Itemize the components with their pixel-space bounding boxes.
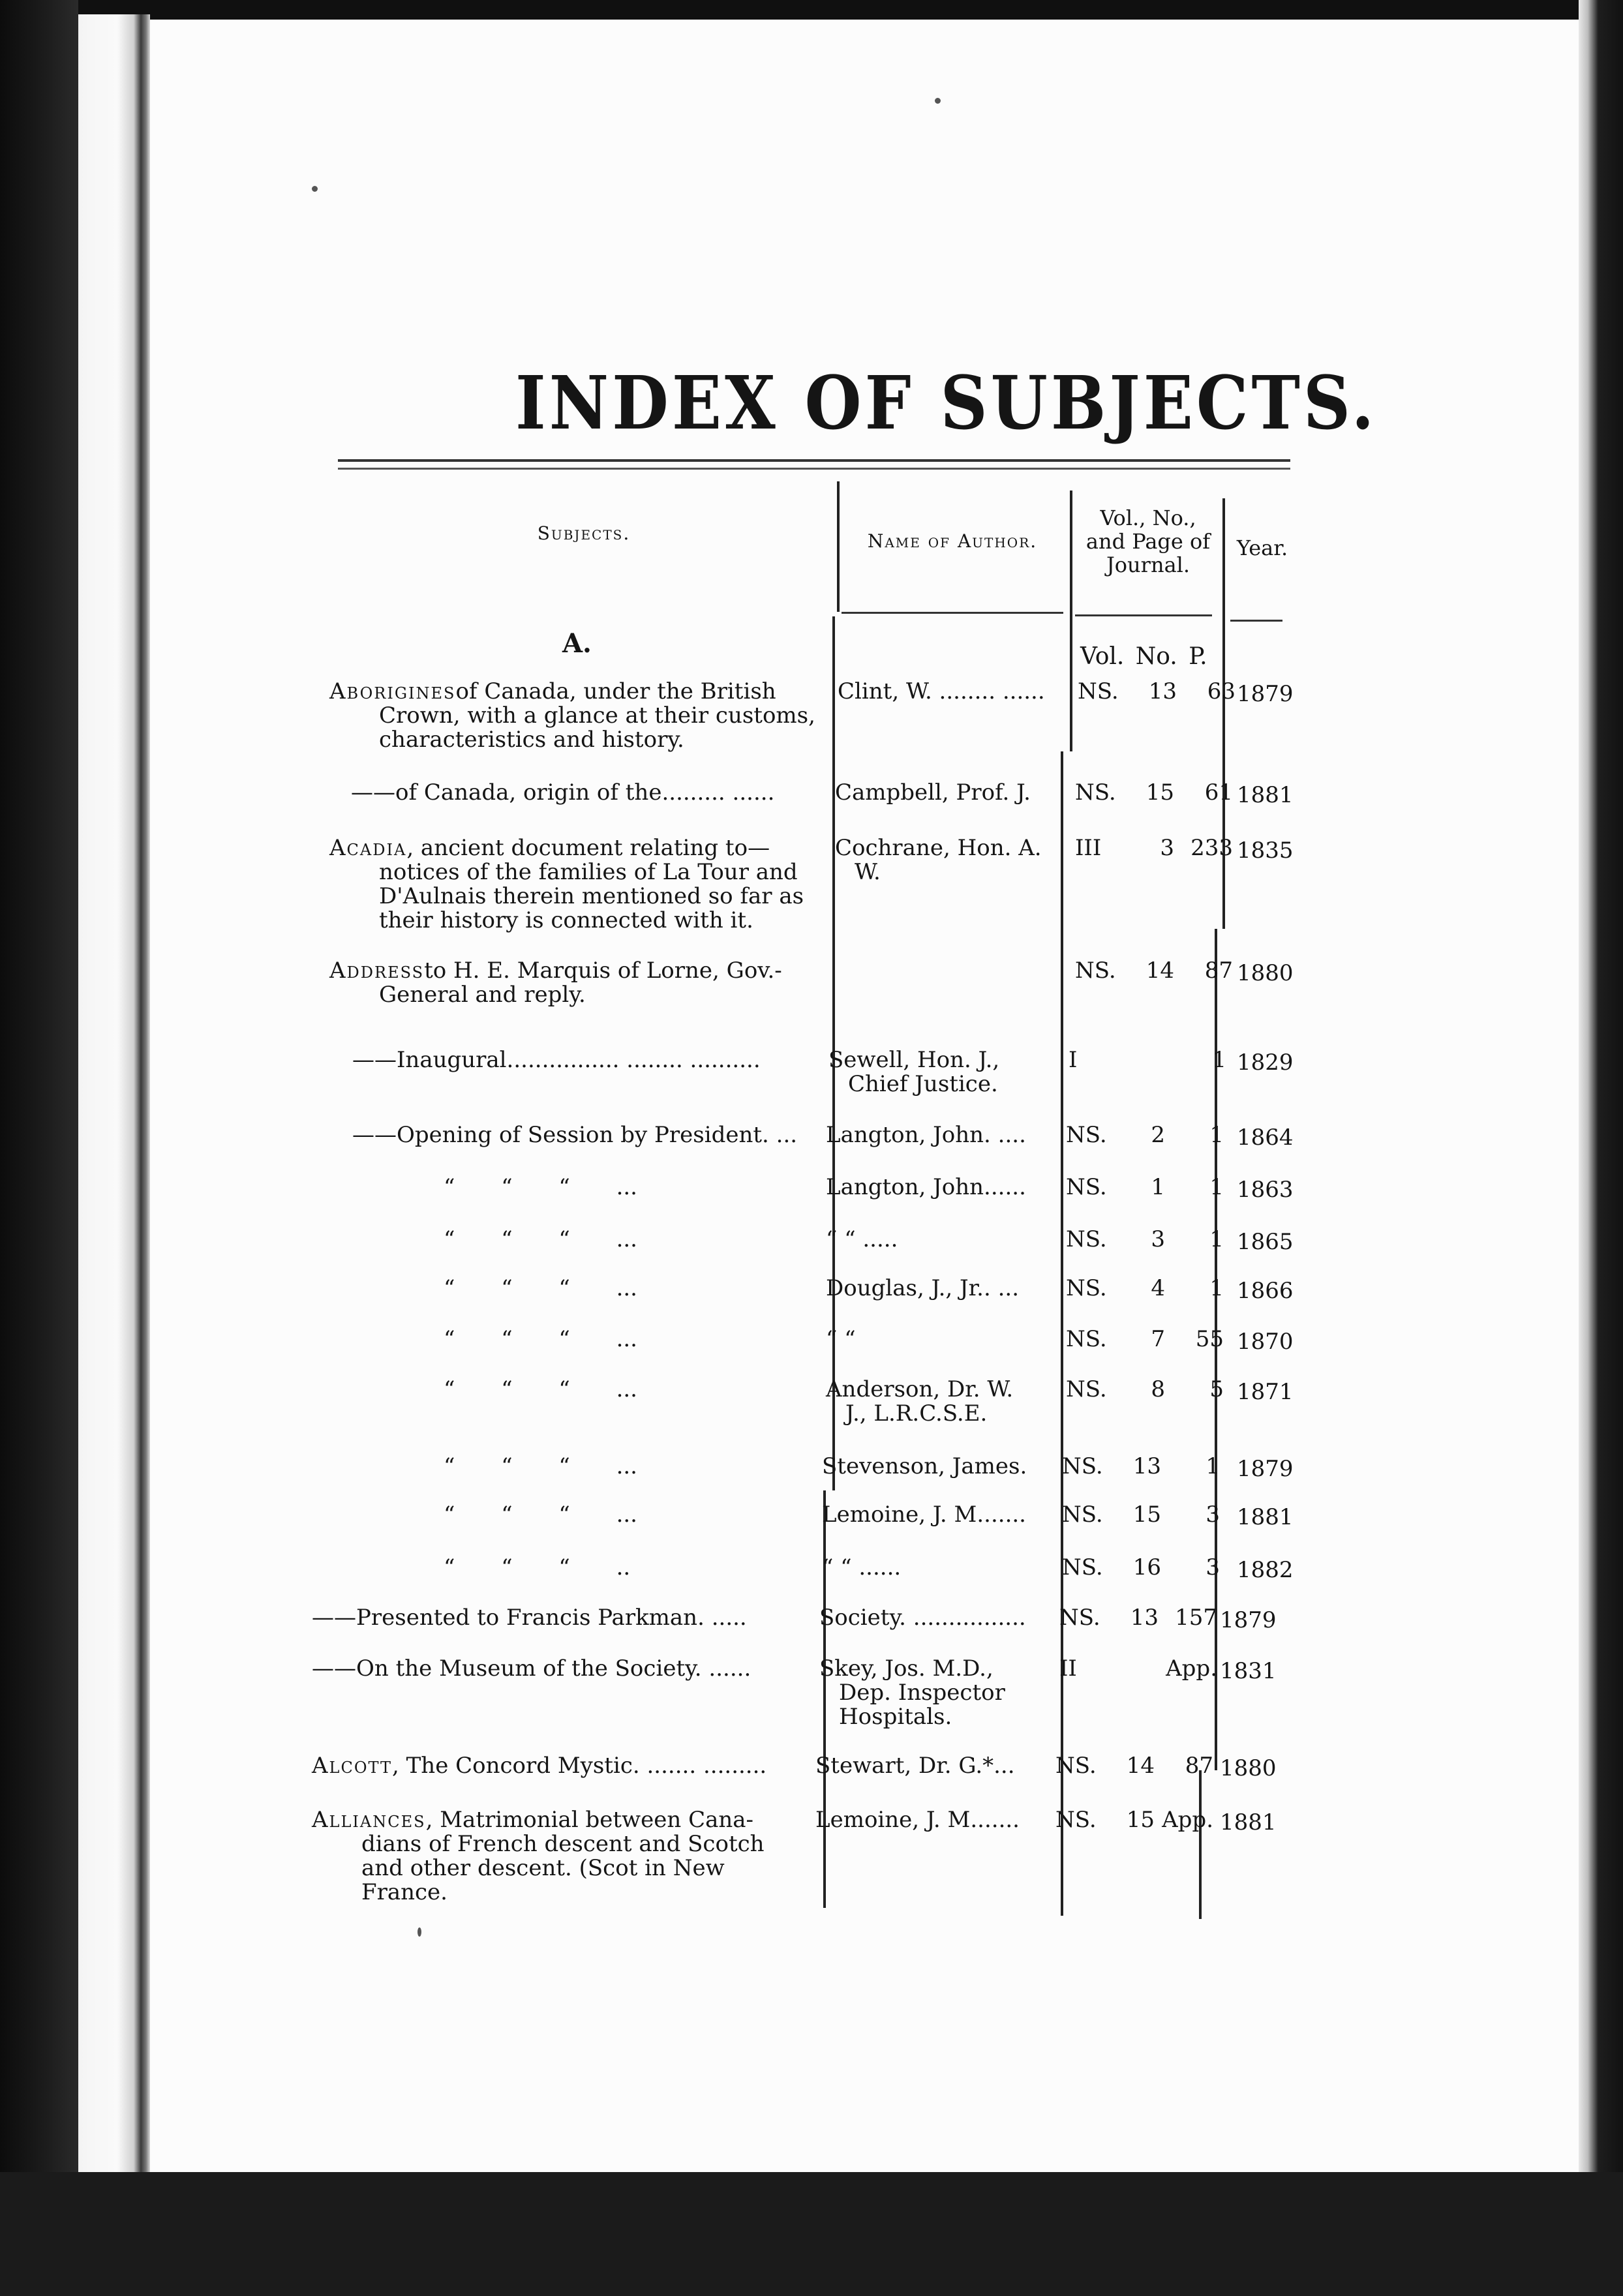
header-year: Year. xyxy=(1236,536,1288,560)
volume: III xyxy=(1075,835,1102,861)
subject-line xyxy=(361,1879,447,1905)
author-name: Anderson, Dr. W. xyxy=(826,1376,1014,1402)
subject-line xyxy=(444,1174,637,1200)
subject-line xyxy=(379,883,804,909)
subject-text: “ “ “ ... xyxy=(444,1326,637,1352)
subject-line xyxy=(312,1605,747,1631)
page-number: App. xyxy=(1166,1655,1217,1682)
author-name: Sewell, Hon. J., xyxy=(828,1047,1000,1073)
number: 15 xyxy=(1145,779,1174,806)
subject-line xyxy=(312,1753,766,1779)
number: 13 xyxy=(1148,678,1177,704)
header-rule-author xyxy=(842,612,1063,614)
book-gutter xyxy=(78,14,150,2193)
author-name: Clint, W. ........ ...... xyxy=(838,678,1045,704)
subject-text: , ancient document relating to— xyxy=(406,835,770,861)
section-letter: A. xyxy=(562,628,592,659)
year: 1881 xyxy=(1237,1504,1294,1530)
volume: NS. xyxy=(1075,779,1116,806)
author-name: Langton, John...... xyxy=(826,1174,1026,1200)
scan-border-top xyxy=(0,0,1623,20)
column-rule-subject-author xyxy=(823,1490,826,1908)
number: 16 xyxy=(1132,1554,1161,1580)
subject-text: “ “ “ ... xyxy=(444,1376,637,1402)
page-title: INDEX OF SUBJECTS. xyxy=(515,359,1378,446)
number: 1 xyxy=(1151,1174,1165,1200)
subject-text: “ “ “ ... xyxy=(444,1226,637,1252)
header-subjects: Subjects. xyxy=(537,522,631,544)
author-name: Society. ................ xyxy=(819,1605,1026,1631)
subject-keyword: Acadia xyxy=(329,835,407,861)
subject-line xyxy=(312,1807,753,1833)
subject-keyword: Address xyxy=(329,958,425,984)
subject-line xyxy=(351,779,774,806)
subject-text: characteristics and history. xyxy=(379,727,684,753)
year: 1879 xyxy=(1220,1607,1277,1633)
year: 1871 xyxy=(1237,1379,1294,1405)
year: 1882 xyxy=(1237,1557,1294,1583)
subject-line xyxy=(379,727,684,753)
subject-keyword: Alliances xyxy=(312,1807,426,1833)
page-number: 1 xyxy=(1206,1453,1220,1479)
page-number: 1 xyxy=(1209,1122,1224,1148)
subject-keyword: Alcott xyxy=(312,1753,392,1779)
subject-line xyxy=(361,1831,765,1857)
subject-text: Crown, with a glance at their customs, xyxy=(379,702,815,729)
year: 1879 xyxy=(1237,1456,1294,1482)
scan-border-left xyxy=(0,0,78,2296)
volume: NS. xyxy=(1062,1502,1103,1528)
subject-text: General and reply. xyxy=(379,982,586,1008)
volume: NS. xyxy=(1066,1226,1107,1252)
paper-speck xyxy=(935,98,941,104)
author-name: Skey, Jos. M.D., xyxy=(819,1655,994,1682)
subject-line xyxy=(444,1453,637,1479)
number: 7 xyxy=(1151,1326,1165,1352)
number: 3 xyxy=(1160,835,1174,861)
author-name: J., L.R.C.S.E. xyxy=(845,1400,988,1427)
author-name: W. xyxy=(855,859,881,885)
subject-text: ——Opening of Session by President. ... xyxy=(352,1122,798,1148)
subject-line xyxy=(379,982,586,1008)
year: 1879 xyxy=(1237,681,1294,707)
number: 15 xyxy=(1132,1502,1161,1528)
subject-text: “ “ “ ... xyxy=(444,1453,637,1479)
header-vol-line1: Vol., No., xyxy=(1100,506,1196,530)
page-number: 87 xyxy=(1204,958,1233,984)
page-number: 61 xyxy=(1204,779,1233,806)
volume: NS. xyxy=(1075,958,1116,984)
page-number: App. xyxy=(1162,1807,1213,1833)
author-name: “ “ ..... xyxy=(826,1226,898,1252)
subject-line xyxy=(444,1275,637,1301)
number: 2 xyxy=(1151,1122,1165,1148)
paper-speck xyxy=(417,1927,421,1937)
subject-text: to H. E. Marquis of Lorne, Gov.- xyxy=(424,958,782,984)
year: 1829 xyxy=(1237,1050,1294,1076)
subject-text: ——of Canada, origin of the......... ...... xyxy=(351,779,775,806)
number: 15 xyxy=(1126,1807,1155,1833)
author-name: Langton, John. .... xyxy=(826,1122,1026,1148)
author-name: Dep. Inspector xyxy=(839,1680,1005,1706)
scan-border-right xyxy=(1579,0,1623,2296)
volume: NS. xyxy=(1062,1453,1103,1479)
author-name: Stewart, Dr. G.*... xyxy=(815,1753,1015,1779)
subject-text: ——On the Museum of the Society. ...... xyxy=(312,1655,751,1682)
subject-line xyxy=(379,702,815,729)
column-rule-vol-year xyxy=(1222,498,1225,929)
volume: NS. xyxy=(1066,1275,1107,1301)
year: 1865 xyxy=(1237,1229,1294,1255)
volume: NS. xyxy=(1066,1376,1107,1402)
subject-text: , Matrimonial between Cana- xyxy=(425,1807,754,1833)
subject-line xyxy=(444,1502,637,1528)
subject-text: ——Inaugural................ ........ .......... xyxy=(352,1047,761,1073)
subject-text: “ “ “ ... xyxy=(444,1174,637,1200)
volume: NS. xyxy=(1055,1807,1097,1833)
number: 14 xyxy=(1126,1753,1155,1779)
scan-border-bottom xyxy=(0,2172,1623,2296)
subject-line xyxy=(444,1376,637,1402)
author-name: “ “ ...... xyxy=(822,1554,902,1580)
page-number: 55 xyxy=(1195,1326,1224,1352)
volume: NS. xyxy=(1078,678,1119,704)
author-name: Campbell, Prof. J. xyxy=(835,779,1031,806)
author-name: Cochrane, Hon. A. xyxy=(835,835,1042,861)
volume: NS. xyxy=(1055,1753,1097,1779)
header-rule-top xyxy=(338,459,1290,462)
author-name: Chief Justice. xyxy=(848,1071,998,1097)
subject-text: “ “ “ ... xyxy=(444,1275,637,1301)
page-number: 3 xyxy=(1206,1554,1220,1580)
page-number: 1 xyxy=(1209,1226,1224,1252)
subject-line xyxy=(312,1655,751,1682)
year: 1881 xyxy=(1220,1809,1277,1835)
column-rule-vol-year xyxy=(1199,1770,1202,1919)
subject-line xyxy=(444,1226,637,1252)
header-rule-top-double xyxy=(338,468,1290,470)
number: 3 xyxy=(1151,1226,1165,1252)
author-name: “ “ xyxy=(826,1326,856,1352)
page-number: 1 xyxy=(1209,1275,1224,1301)
subject-line xyxy=(379,859,798,885)
year: 1863 xyxy=(1237,1177,1294,1203)
paper-speck xyxy=(312,186,318,192)
volume: NS. xyxy=(1062,1554,1103,1580)
volume: NS. xyxy=(1066,1174,1107,1200)
subject-line xyxy=(361,1855,725,1881)
subject-text: D'Aulnais therein mentioned so far as xyxy=(379,883,804,909)
subject-line xyxy=(352,1047,761,1073)
year: 1880 xyxy=(1237,960,1294,986)
number: 13 xyxy=(1132,1453,1161,1479)
volume: NS. xyxy=(1066,1122,1107,1148)
number: 13 xyxy=(1130,1605,1159,1631)
subject-line xyxy=(329,835,770,861)
header-vol-line2: and Page of xyxy=(1085,529,1211,554)
year: 1866 xyxy=(1237,1278,1294,1304)
year: 1831 xyxy=(1220,1658,1277,1684)
year: 1881 xyxy=(1237,782,1294,808)
subject-line xyxy=(444,1554,630,1580)
header-author: Name of Author. xyxy=(867,530,1038,552)
header-rule-vol xyxy=(1075,614,1212,616)
number: 14 xyxy=(1145,958,1174,984)
subject-line xyxy=(329,678,776,704)
volume: NS. xyxy=(1059,1605,1100,1631)
page-number: 1 xyxy=(1212,1047,1226,1073)
author-name: Lemoine, J. M....... xyxy=(822,1502,1026,1528)
subject-text: of Canada, under the British xyxy=(455,678,776,704)
page-number: 233 xyxy=(1191,835,1233,861)
subject-text: and other descent. (Scot in New xyxy=(361,1855,725,1881)
year: 1864 xyxy=(1237,1125,1294,1151)
subject-keyword: Aborigines xyxy=(329,678,456,704)
page-number: 63 xyxy=(1207,678,1236,704)
year: 1880 xyxy=(1220,1755,1277,1781)
header-vol-line3: Journal. xyxy=(1106,552,1191,577)
subject-text: , The Concord Mystic. ....... ......... xyxy=(392,1753,767,1779)
page-number: 3 xyxy=(1206,1502,1220,1528)
header-rule-year xyxy=(1230,620,1282,622)
author-name: Stevenson, James. xyxy=(822,1453,1027,1479)
subject-text: “ “ “ .. xyxy=(444,1554,631,1580)
author-name: Hospitals. xyxy=(839,1704,952,1730)
subject-line xyxy=(352,1122,797,1148)
subject-text: “ “ “ ... xyxy=(444,1502,637,1528)
page-number: 1 xyxy=(1209,1174,1224,1200)
column-rule-author-vol xyxy=(1061,751,1063,1916)
subject-line xyxy=(379,907,753,933)
page-number: 87 xyxy=(1185,1753,1213,1779)
subject-text: France. xyxy=(361,1879,447,1905)
column-rule-subject-author xyxy=(837,481,840,612)
vol-no-page-subheader: Vol. No. P. xyxy=(1080,643,1207,670)
subject-line xyxy=(329,958,782,984)
volume: I xyxy=(1069,1047,1078,1073)
subject-line xyxy=(444,1326,637,1352)
number: 8 xyxy=(1151,1376,1165,1402)
subject-text: dians of French descent and Scotch xyxy=(361,1831,765,1857)
year: 1835 xyxy=(1237,838,1294,864)
year: 1870 xyxy=(1237,1329,1294,1355)
volume: NS. xyxy=(1066,1326,1107,1352)
column-rule-author-vol xyxy=(1070,491,1072,751)
volume: II xyxy=(1059,1655,1077,1682)
number: 4 xyxy=(1151,1275,1165,1301)
page-number: 157 xyxy=(1175,1605,1217,1631)
author-name: Douglas, J., Jr.. ... xyxy=(826,1275,1020,1301)
author-name: Lemoine, J. M....... xyxy=(815,1807,1020,1833)
page-number: 5 xyxy=(1209,1376,1224,1402)
subject-text: ——Presented to Francis Parkman. ..... xyxy=(312,1605,747,1631)
subject-text: notices of the families of La Tour and xyxy=(379,859,798,885)
subject-text: their history is connected with it. xyxy=(379,907,753,933)
